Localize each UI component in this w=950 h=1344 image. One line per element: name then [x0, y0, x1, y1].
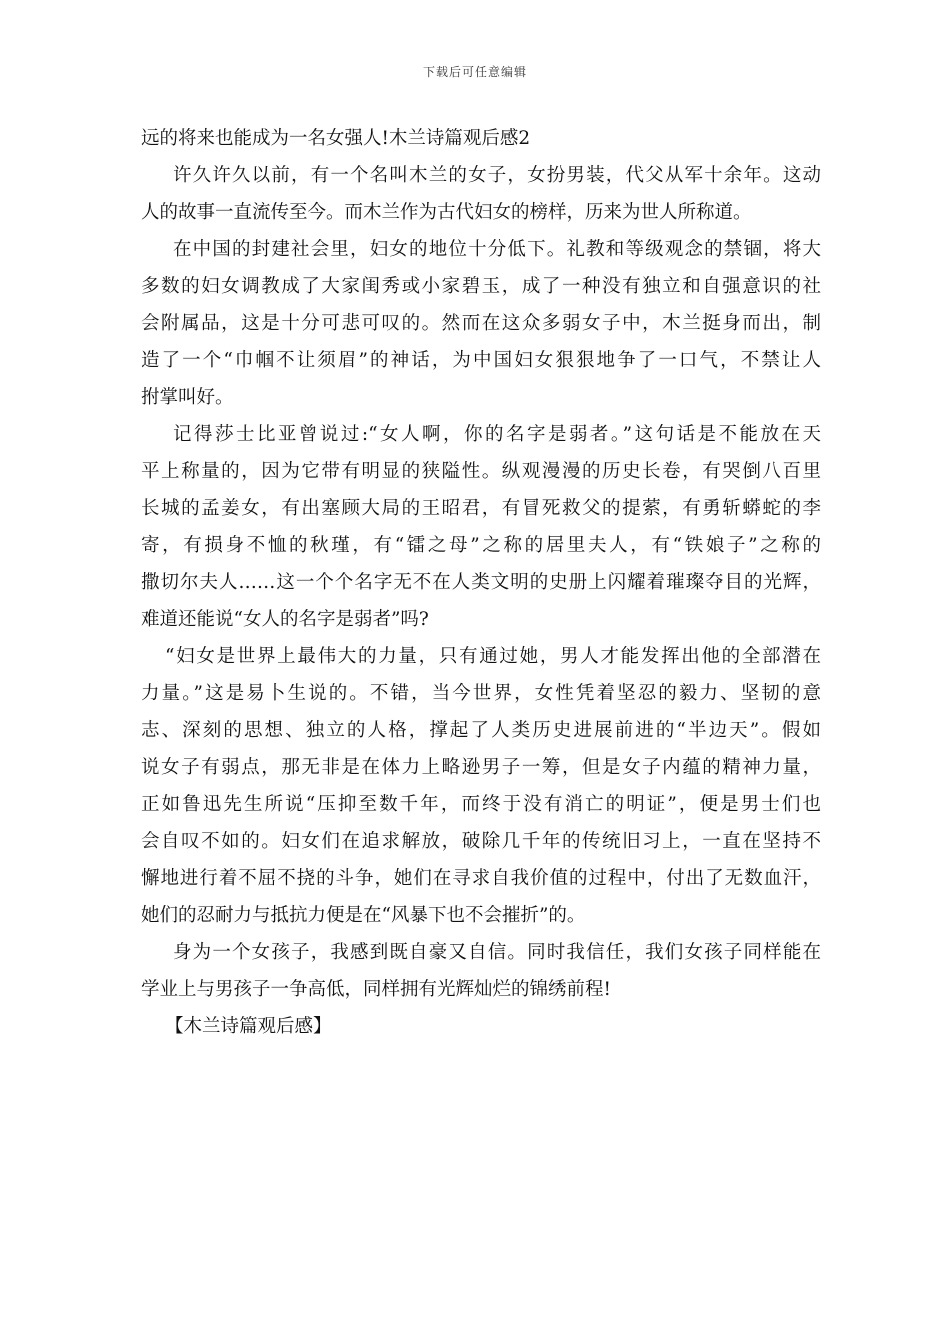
paragraph-4-line: 她们的忍耐力与抵抗力便是在“风暴下也不会摧折”的。	[141, 905, 586, 926]
section-label: 【木兰诗篇观后感】	[165, 1016, 332, 1037]
paragraph-4-line: 志、深刻的思想、独立的人格，撑起了人类历史进展前进的“半边天”。假如	[141, 720, 821, 741]
paragraph-3-line: 平上称量的，因为它带有明显的狭隘性。纵观漫漫的历史长卷，有哭倒八百里	[141, 461, 821, 482]
paragraph-4-line: 说女子有弱点，那无非是在体力上略逊男子一筹，但是女子内蕴的精神力量，	[141, 757, 821, 778]
paragraph-2-line: 多数的妇女调教成了大家闺秀或小家碧玉，成了一种没有独立和自强意识的社	[141, 276, 821, 297]
paragraph-3-line: 寄，有损身不恤的秋瑾，有“镭之母”之称的居里夫人，有“铁娘子”之称的	[141, 535, 821, 556]
paragraph-1-line: 许久许久以前，有一个名叫木兰的女子，女扮男装，代父从军十余年。这动	[173, 165, 821, 186]
paragraph-2-line: 造了一个“巾帼不让须眉”的神话，为中国妇女狠狠地争了一口气，不禁让人	[141, 350, 821, 371]
paragraph-5-line: 身为一个女孩子，我感到既自豪又自信。同时我信任，我们女孩子同样能在	[173, 942, 821, 963]
paragraph-2-line: 拊掌叫好。	[141, 387, 234, 408]
paragraph-4-line: 正如鲁迅先生所说“压抑至数千年，而终于没有消亡的明证”，便是男士们也	[141, 794, 821, 815]
page-header: 下载后可任意编辑	[422, 65, 527, 79]
paragraph-3-line: 记得莎士比亚曾说过:“女人啊，你的名字是弱者。”这句话是不能放在天	[173, 424, 821, 445]
paragraph-4-line: “妇女是世界上最伟大的力量，只有通过她，男人才能发挥出他的全部潜在	[165, 646, 821, 667]
paragraph-2-line: 会附属品，这是十分可悲可叹的。然而在这众多弱女子中，木兰挺身而出，制	[141, 313, 821, 334]
paragraph-4-line: 会自叹不如的。妇女们在追求解放，破除几千年的传统旧习上，一直在坚持不	[141, 831, 821, 852]
paragraph-4-line: 懈地进行着不屈不挠的斗争，她们在寻求自我价值的过程中，付出了无数血汗，	[141, 868, 821, 889]
paragraph-4-line: 力量。”这是易卜生说的。不错，当今世界，女性凭着坚忍的毅力、坚韧的意	[141, 683, 821, 704]
paragraph-3-line: 撒切尔夫人……这一个个名字无不在人类文明的史册上闪耀着璀璨夺目的光辉，	[141, 572, 821, 593]
paragraph-2-line: 在中国的封建社会里，妇女的地位十分低下。礼教和等级观念的禁锢，将大	[173, 239, 821, 260]
document-line: 远的将来也能成为一名女强人!木兰诗篇观后感2	[141, 128, 531, 149]
paragraph-3-line: 难道还能说“女人的名字是弱者”吗?	[141, 609, 429, 630]
paragraph-1-line: 人的故事一直流传至今。而木兰作为古代妇女的榜样，历来为世人所称道。	[141, 202, 752, 223]
paragraph-5-line: 学业上与男孩子一争高低，同样拥有光辉灿烂的锦绣前程!	[141, 979, 611, 1000]
paragraph-3-line: 长城的孟姜女，有出塞顾大局的王昭君，有冒死救父的提萦，有勇斩蟒蛇的李	[141, 498, 821, 519]
document-body	[141, 120, 821, 1045]
